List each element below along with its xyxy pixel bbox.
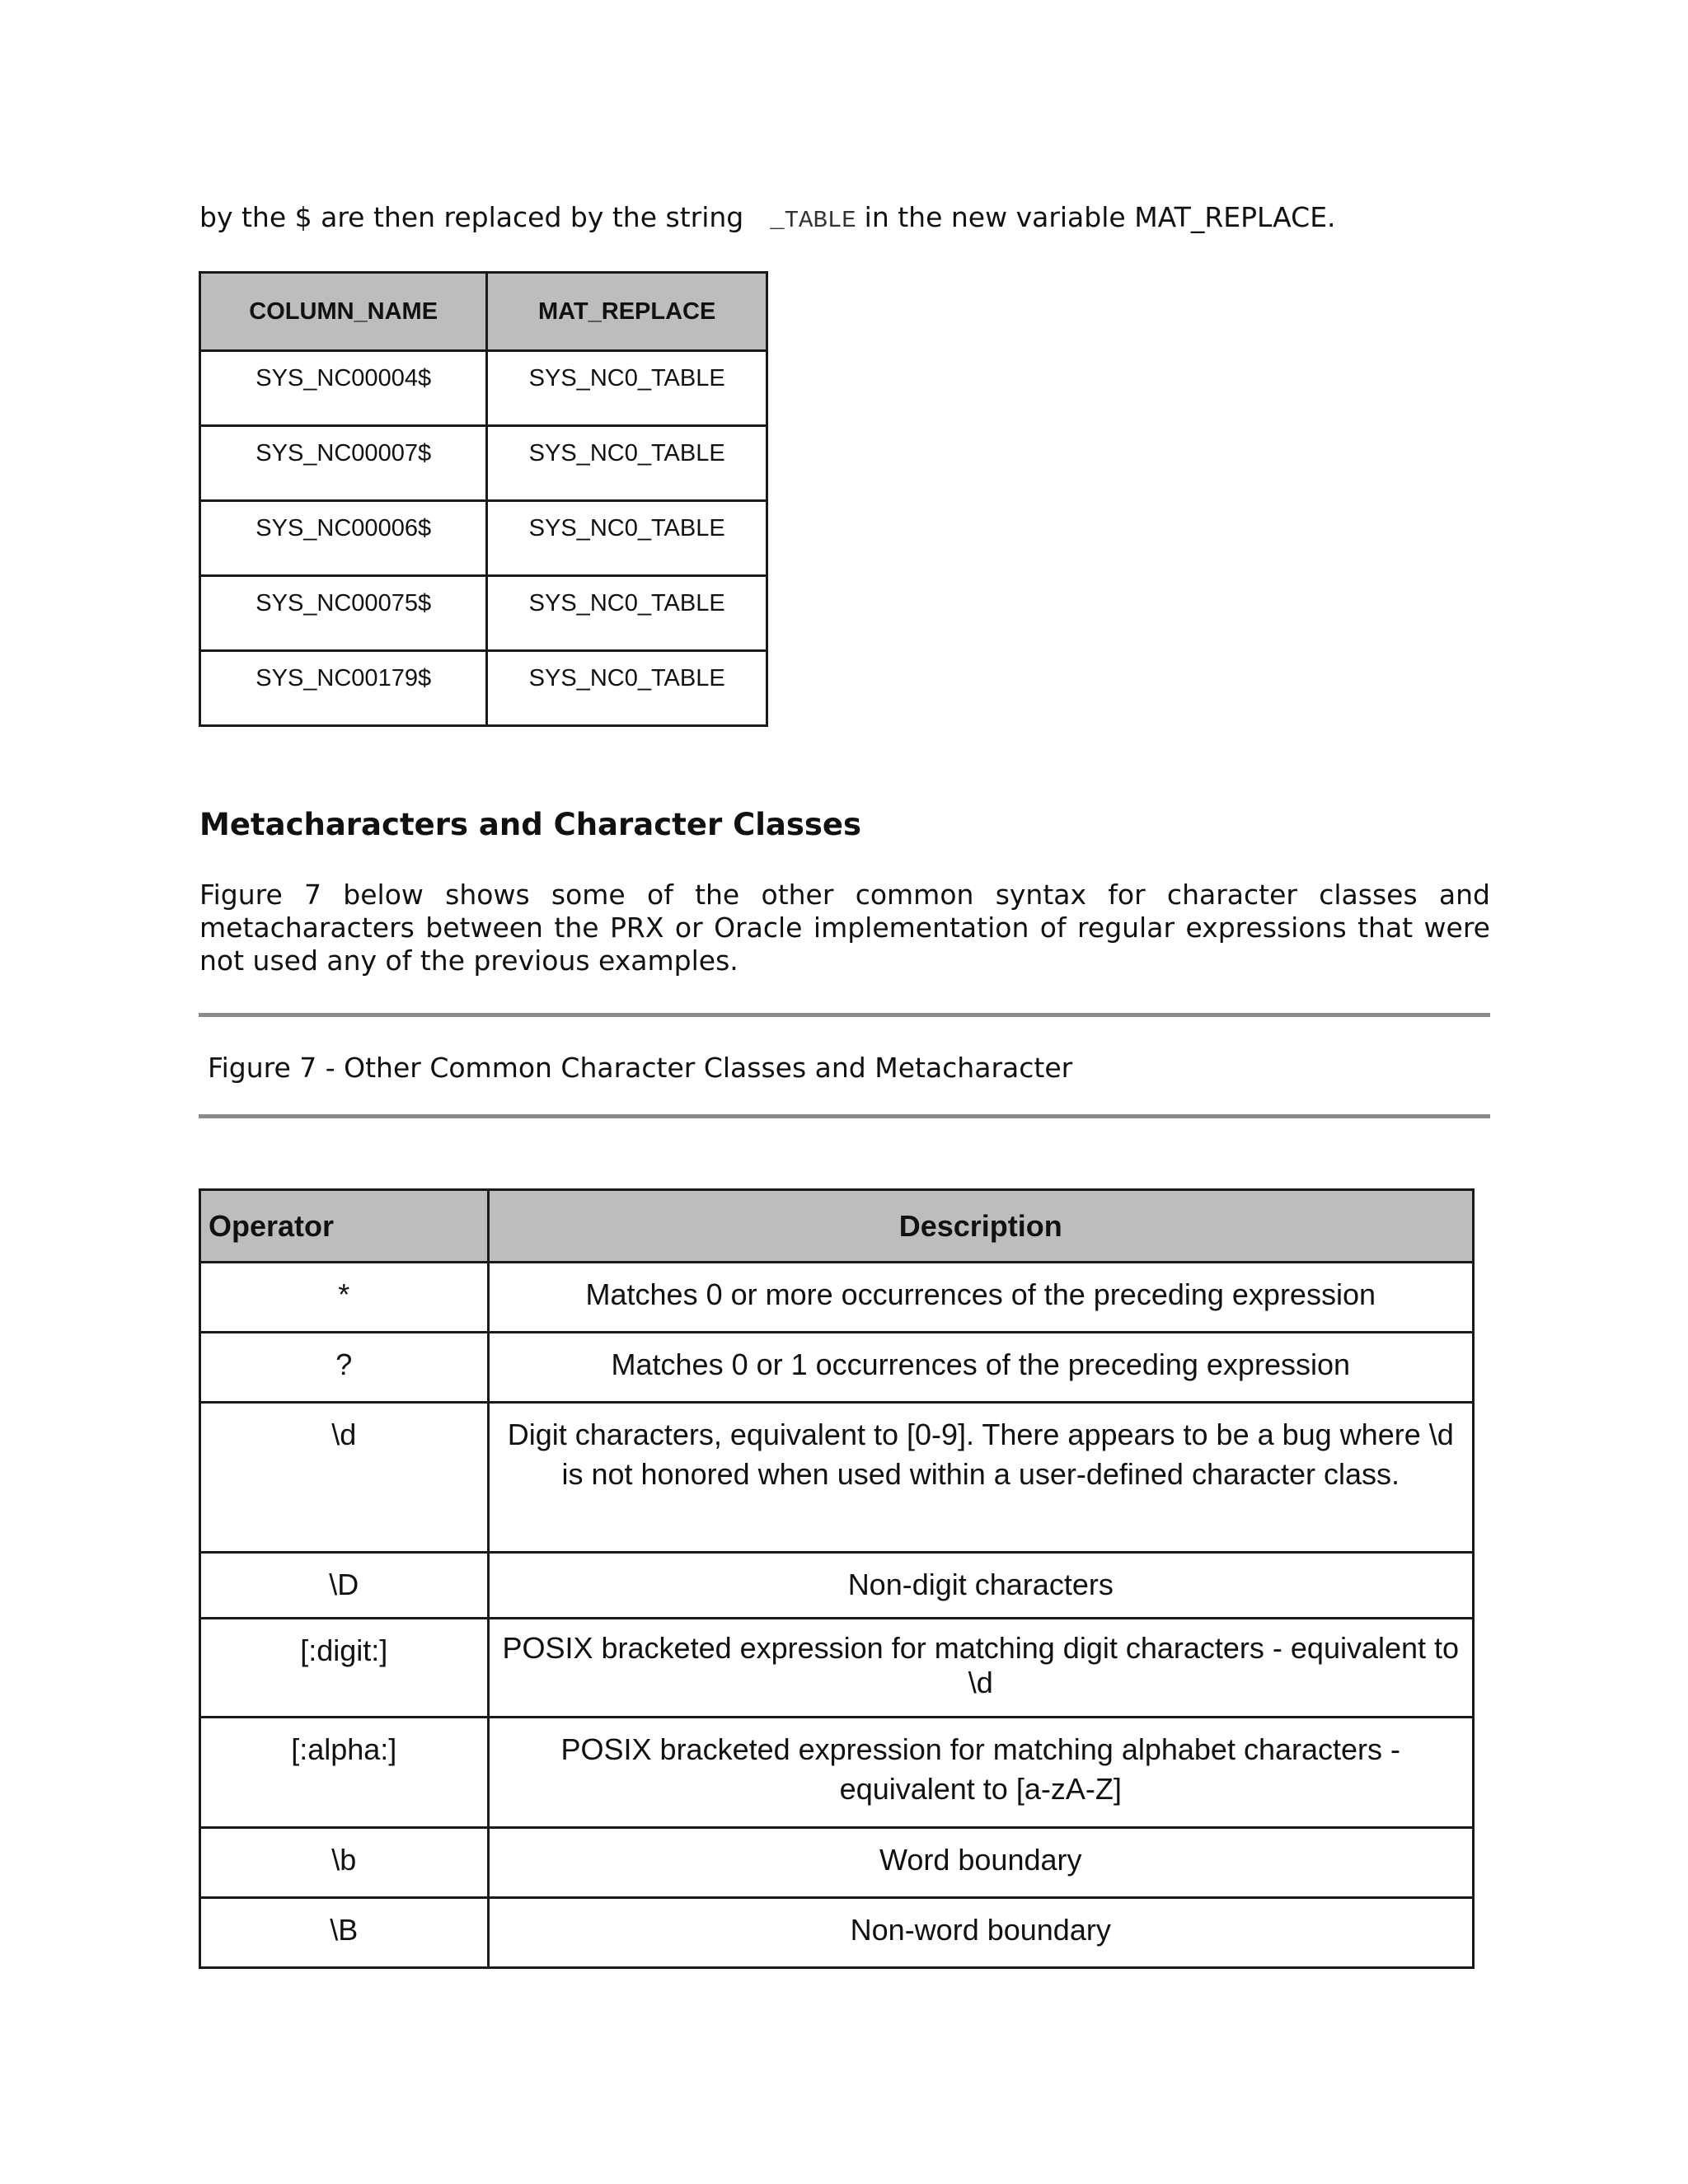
table-row [200,1263,1474,1333]
operator-cell: * [200,1263,489,1333]
column-name-cell: SYS_NC00006$ [200,501,487,576]
description-cell: Non-digit characters [488,1553,1473,1619]
mat-replace-cell: SYS_NC0_TABLE [487,501,767,576]
table-row [200,426,767,501]
description-cell: Digit characters, equivalent to [0-9]. There appears to be a bug where \d is not honored when used within a user-defined character class. [488,1403,1473,1553]
description-cell: Non-word boundary [488,1898,1473,1968]
intro-code: _TABLE [770,207,856,234]
operator-cell: \B [200,1898,489,1968]
table-header-row [200,273,767,351]
column-name-cell: SYS_NC00007$ [200,426,487,501]
header-mat-replace: MAT_REPLACE [487,273,767,351]
column-name-cell: SYS_NC00075$ [200,576,487,651]
operator-cell: ? [200,1333,489,1403]
table-row [200,1553,1474,1619]
description-cell: POSIX bracketed expression for matching alphabet characters - equivalent to [a-zA-Z] [488,1718,1473,1828]
header-column-name: COLUMN_NAME [200,273,487,351]
table-row [200,1898,1474,1968]
mat-replace-cell: SYS_NC0_TABLE [487,576,767,651]
operator-cell: \d [200,1403,489,1553]
table-row [200,351,767,426]
table-header-row [200,1190,1474,1263]
operator-cell: \D [200,1553,489,1619]
operator-cell: [:alpha:] [200,1718,489,1828]
table-row [200,1619,1474,1718]
section-paragraph: Figure 7 below shows some of the other common syntax for character classes and metacharacters between the PRX or Oracle implementation of regular expressions that were not used any of the previous examples. [199,879,1490,977]
intro-before: by the $ are then replaced by the string [199,201,744,233]
operator-table [199,1188,1475,1969]
figure-rule-bottom [199,1114,1490,1118]
table-row [200,576,767,651]
operator-cell: \b [200,1828,489,1898]
header-operator: Operator [200,1190,489,1263]
figure-rule-top [199,1013,1490,1017]
mat-replace-cell: SYS_NC0_TABLE [487,651,767,726]
operator-cell: [:digit:] [200,1619,489,1718]
header-description: Description [488,1190,1473,1263]
intro-after: in the new variable MAT_REPLACE. [864,201,1336,233]
description-cell: Word boundary [488,1828,1473,1898]
description-cell: Matches 0 or more occurrences of the preceding expression [488,1263,1473,1333]
table-row [200,1828,1474,1898]
table-row [200,501,767,576]
description-cell: POSIX bracketed expression for matching digit characters - equivalent to \d [488,1619,1473,1718]
mat-replace-cell: SYS_NC0_TABLE [487,426,767,501]
table-row [200,1718,1474,1828]
table-row [200,1333,1474,1403]
column-name-cell: SYS_NC00179$ [200,651,487,726]
intro-text [199,201,1336,237]
table-row [200,1403,1474,1553]
table-row [200,651,767,726]
mat-replace-cell: SYS_NC0_TABLE [487,351,767,426]
section-heading: Metacharacters and Character Classes [199,807,862,842]
description-cell: Matches 0 or 1 occurrences of the preceding expression [488,1333,1473,1403]
column-name-cell: SYS_NC00004$ [200,351,487,426]
column-replace-table [199,271,768,727]
figure-caption: Figure 7 - Other Common Character Classes and Metacharacter [208,1052,1073,1084]
